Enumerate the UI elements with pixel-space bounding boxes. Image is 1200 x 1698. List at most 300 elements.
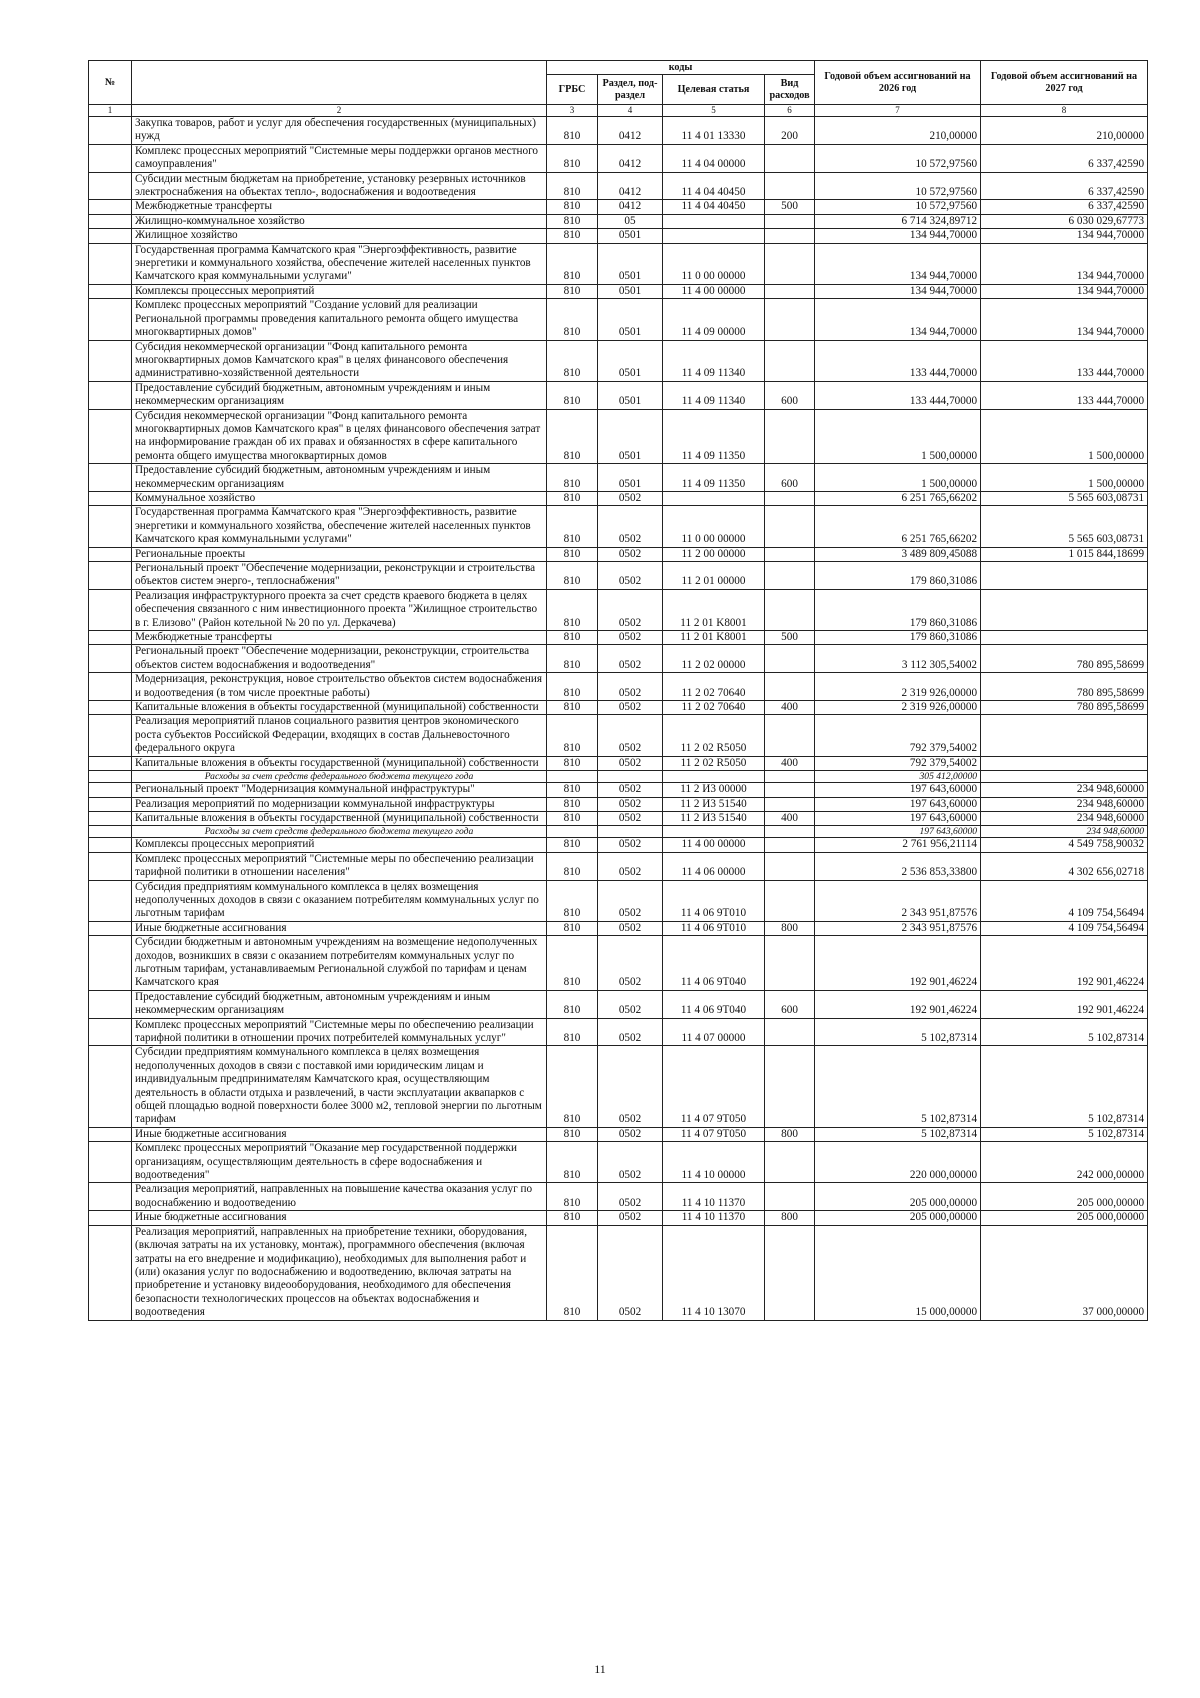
- cell-num: [89, 756, 132, 770]
- cell-name: Комплекс процессных мероприятий "Системные меры поддержки органов местного самоуправления": [132, 144, 547, 172]
- table-row: [89, 715, 1148, 756]
- cell-expense-kind: 200: [765, 117, 815, 145]
- cell-target-article: 11 4 09 11350: [663, 409, 765, 464]
- cell-expense-kind: [765, 838, 815, 852]
- cell-target-article: 11 2 И3 00000: [663, 783, 765, 797]
- cell-amount-2027: 780 895,58699: [981, 673, 1148, 701]
- cell-amount-2027: 780 895,58699: [981, 645, 1148, 673]
- cell-amount-2026: 15 000,00000: [815, 1225, 981, 1320]
- cell-target-article: 11 4 04 40450: [663, 200, 765, 214]
- cell-amount-2027: 4 302 656,02718: [981, 852, 1148, 880]
- cell-grbs: 810: [547, 117, 598, 145]
- cell-num: [89, 1225, 132, 1320]
- cell-expense-kind: [765, 144, 815, 172]
- cell-name: Капитальные вложения в объекты государственной (муниципальной) собственности: [132, 701, 547, 715]
- cell-amount-2026: 3 489 809,45088: [815, 547, 981, 561]
- cell-section: 0502: [598, 811, 663, 825]
- cell-num: [89, 783, 132, 797]
- cell-section: [598, 826, 663, 838]
- cell-amount-2026: 134 944,70000: [815, 299, 981, 340]
- cell-num: [89, 506, 132, 547]
- cell-target-article: 11 0 00 00000: [663, 506, 765, 547]
- cell-target-article: 11 2 00 00000: [663, 547, 765, 561]
- cell-amount-2027: 6 030 029,67773: [981, 214, 1148, 228]
- cell-target-article: [663, 771, 765, 783]
- cell-section: 0501: [598, 464, 663, 492]
- table-row: [89, 117, 1148, 145]
- cell-name: Закупка товаров, работ и услуг для обеспечения государственных (муниципальных) нужд: [132, 117, 547, 145]
- cell-amount-2026: 179 860,31086: [815, 589, 981, 630]
- table-row: [89, 409, 1148, 464]
- cell-amount-2026: 10 572,97560: [815, 144, 981, 172]
- cell-amount-2027: 234 948,60000: [981, 826, 1148, 838]
- table-row: [89, 340, 1148, 381]
- cell-amount-2026: 5 102,87314: [815, 1018, 981, 1046]
- cell-amount-2026: 6 714 324,89712: [815, 214, 981, 228]
- cell-section: 0502: [598, 631, 663, 645]
- table-row: [89, 299, 1148, 340]
- cell-amount-2026: 10 572,97560: [815, 172, 981, 200]
- cell-target-article: 11 2 И3 51540: [663, 797, 765, 811]
- cell-grbs: 810: [547, 852, 598, 880]
- cell-amount-2027: [981, 562, 1148, 590]
- column-number: 2: [132, 105, 547, 117]
- cell-num: [89, 229, 132, 243]
- cell-amount-2027: 210,00000: [981, 117, 1148, 145]
- cell-grbs: 810: [547, 936, 598, 991]
- cell-name: Реализация мероприятий планов социального развития центров экономического роста субъектов Российской Федерации, входящих в состав Дальневосточного федерального округа: [132, 715, 547, 756]
- cell-amount-2026: 6 251 765,66202: [815, 506, 981, 547]
- cell-grbs: 810: [547, 284, 598, 298]
- cell-amount-2026: 792 379,54002: [815, 756, 981, 770]
- cell-target-article: [663, 491, 765, 505]
- cell-name: Реализация инфраструктурного проекта за счет средств краевого бюджета в целях обеспечения связанного с ним инвестиционного проекта "Жилищное строительство в г. Елизово" (Район котельной № 20 по ул. Деркачева): [132, 589, 547, 630]
- table-row: [89, 284, 1148, 298]
- cell-grbs: 810: [547, 1225, 598, 1320]
- cell-section: 0502: [598, 1142, 663, 1183]
- cell-section: 0502: [598, 589, 663, 630]
- cell-target-article: 11 0 00 00000: [663, 243, 765, 284]
- cell-amount-2026: 2 761 956,21114: [815, 838, 981, 852]
- cell-expense-kind: [765, 547, 815, 561]
- cell-num: [89, 1046, 132, 1127]
- cell-target-article: 11 4 06 9Т010: [663, 880, 765, 921]
- cell-amount-2026: 179 860,31086: [815, 631, 981, 645]
- cell-target-article: 11 2 И3 51540: [663, 811, 765, 825]
- table-row: [89, 797, 1148, 811]
- cell-name: Субсидии бюджетным и автономным учреждениям на возмещение недополученных доходов, возникших в связи с оказанием потребителям коммунальных услуг по льготным тарифам, устанавливаемым Региональной службой по тарифам и ценам Камчатского края: [132, 936, 547, 991]
- cell-name: Реализация мероприятий, направленных на повышение качества оказания услуг по водоснабжению и водоотведению: [132, 1183, 547, 1211]
- cell-amount-2027: 234 948,60000: [981, 783, 1148, 797]
- cell-amount-2027: 133 444,70000: [981, 340, 1148, 381]
- cell-name: Субсидии предприятиям коммунального комплекса в целях возмещения недополученных доходов в связи с поставкой ими юридическим лицам и индивидуальным предпринимателям Камчатского края, осуществляющим деятельность в области отдыха и развлечений, в части эксплуатации аквапарков с общей площадью водной поверхности более 3000 м2, тепловой энергии по льготным тарифам: [132, 1046, 547, 1127]
- table-row: [89, 921, 1148, 935]
- cell-num: [89, 771, 132, 783]
- cell-name: Комплекс процессных мероприятий "Системные меры по обеспечению реализации тарифной политики в отношении населения": [132, 852, 547, 880]
- cell-target-article: 11 4 00 00000: [663, 284, 765, 298]
- cell-expense-kind: [765, 826, 815, 838]
- cell-num: [89, 562, 132, 590]
- cell-section: 0412: [598, 117, 663, 145]
- cell-amount-2026: 197 643,60000: [815, 826, 981, 838]
- cell-name: Расходы за счет средств федерального бюджета текущего года: [132, 771, 547, 783]
- cell-name: Предоставление субсидий бюджетным, автономным учреждениям и иным некоммерческим организациям: [132, 381, 547, 409]
- cell-num: [89, 214, 132, 228]
- cell-grbs: 810: [547, 811, 598, 825]
- cell-expense-kind: [765, 771, 815, 783]
- cell-grbs: 810: [547, 229, 598, 243]
- cell-expense-kind: [765, 1225, 815, 1320]
- table-note-row: [89, 771, 1148, 783]
- cell-num: [89, 990, 132, 1018]
- cell-amount-2027: [981, 715, 1148, 756]
- cell-amount-2027: 134 944,70000: [981, 243, 1148, 284]
- cell-name: Предоставление субсидий бюджетным, автономным учреждениям и иным некоммерческим организациям: [132, 990, 547, 1018]
- cell-amount-2026: 5 102,87314: [815, 1046, 981, 1127]
- cell-expense-kind: 400: [765, 701, 815, 715]
- table-row: [89, 701, 1148, 715]
- cell-grbs: 810: [547, 797, 598, 811]
- cell-amount-2027: [981, 631, 1148, 645]
- cell-section: 0502: [598, 921, 663, 935]
- cell-amount-2026: 197 643,60000: [815, 797, 981, 811]
- cell-target-article: 11 4 09 11340: [663, 381, 765, 409]
- cell-target-article: [663, 214, 765, 228]
- cell-num: [89, 1018, 132, 1046]
- cell-grbs: 810: [547, 299, 598, 340]
- cell-amount-2027: 234 948,60000: [981, 811, 1148, 825]
- cell-expense-kind: [765, 506, 815, 547]
- cell-name: Региональный проект "Обеспечение модернизации, реконструкции, строительства объектов систем водоснабжения и водоотведения": [132, 645, 547, 673]
- cell-grbs: 810: [547, 589, 598, 630]
- cell-amount-2027: 134 944,70000: [981, 299, 1148, 340]
- cell-amount-2027: 5 102,87314: [981, 1127, 1148, 1141]
- cell-name: Иные бюджетные ассигнования: [132, 921, 547, 935]
- page-number: 11: [594, 1662, 606, 1676]
- cell-name: Субсидия некоммерческой организации "Фонд капитального ремонта многоквартирных домов Камчатского края" в целях финансового обеспечения затрат на информирование граждан об их правах и обязанностях в сфере капитального ремонта общего имущества многоквартирных домов: [132, 409, 547, 464]
- cell-expense-kind: 500: [765, 200, 815, 214]
- cell-expense-kind: 600: [765, 464, 815, 492]
- cell-amount-2026: 1 500,00000: [815, 409, 981, 464]
- header-number: №: [89, 61, 132, 105]
- cell-amount-2027: 780 895,58699: [981, 701, 1148, 715]
- cell-expense-kind: [765, 229, 815, 243]
- cell-expense-kind: [765, 852, 815, 880]
- header-year-2026: Годовой объем ассигнований на 2026 год: [815, 61, 981, 105]
- cell-grbs: 810: [547, 921, 598, 935]
- cell-target-article: 11 4 09 11340: [663, 340, 765, 381]
- cell-target-article: 11 4 06 00000: [663, 852, 765, 880]
- cell-target-article: [663, 826, 765, 838]
- cell-amount-2027: 5 565 603,08731: [981, 506, 1148, 547]
- header-section: Раздел, под-раздел: [598, 75, 663, 105]
- cell-name: Расходы за счет средств федерального бюджета текущего года: [132, 826, 547, 838]
- cell-amount-2027: 5 102,87314: [981, 1046, 1148, 1127]
- cell-section: 0502: [598, 547, 663, 561]
- cell-expense-kind: 500: [765, 631, 815, 645]
- cell-grbs: [547, 826, 598, 838]
- cell-grbs: 810: [547, 1018, 598, 1046]
- cell-num: [89, 797, 132, 811]
- cell-amount-2026: 1 500,00000: [815, 464, 981, 492]
- cell-target-article: 11 4 09 11350: [663, 464, 765, 492]
- cell-num: [89, 243, 132, 284]
- cell-expense-kind: 800: [765, 1127, 815, 1141]
- cell-amount-2026: 2 343 951,87576: [815, 880, 981, 921]
- cell-grbs: 810: [547, 783, 598, 797]
- cell-name: Комплексы процессных мероприятий: [132, 838, 547, 852]
- table-row: [89, 491, 1148, 505]
- cell-num: [89, 589, 132, 630]
- column-number: 6: [765, 105, 815, 117]
- header-name: [132, 61, 547, 105]
- cell-name: Реализация мероприятий по модернизации коммунальной инфраструктуры: [132, 797, 547, 811]
- cell-grbs: 810: [547, 506, 598, 547]
- cell-amount-2027: [981, 589, 1148, 630]
- column-number: 4: [598, 105, 663, 117]
- table-row: [89, 214, 1148, 228]
- table-row: [89, 464, 1148, 492]
- cell-num: [89, 172, 132, 200]
- cell-grbs: 810: [547, 491, 598, 505]
- cell-expense-kind: 800: [765, 921, 815, 935]
- cell-num: [89, 852, 132, 880]
- cell-section: 0502: [598, 1225, 663, 1320]
- cell-amount-2026: 197 643,60000: [815, 783, 981, 797]
- cell-num: [89, 1183, 132, 1211]
- header-year-2027: Годовой объем ассигнований на 2027 год: [981, 61, 1148, 105]
- cell-section: 0502: [598, 990, 663, 1018]
- cell-grbs: 810: [547, 1127, 598, 1141]
- column-number: 8: [981, 105, 1148, 117]
- cell-grbs: 810: [547, 340, 598, 381]
- cell-amount-2026: 197 643,60000: [815, 811, 981, 825]
- table-row: [89, 1127, 1148, 1141]
- cell-section: 0502: [598, 1046, 663, 1127]
- cell-expense-kind: [765, 172, 815, 200]
- cell-section: 0501: [598, 409, 663, 464]
- cell-amount-2027: 134 944,70000: [981, 284, 1148, 298]
- cell-grbs: 810: [547, 880, 598, 921]
- cell-expense-kind: 400: [765, 811, 815, 825]
- cell-section: 0502: [598, 852, 663, 880]
- cell-expense-kind: [765, 783, 815, 797]
- cell-amount-2026: 205 000,00000: [815, 1183, 981, 1211]
- cell-target-article: 11 4 10 11370: [663, 1183, 765, 1211]
- cell-name: Модернизация, реконструкция, новое строительство объектов систем водоснабжения и водоотведения (в том числе проектные работы): [132, 673, 547, 701]
- cell-section: 0412: [598, 144, 663, 172]
- cell-section: 0502: [598, 715, 663, 756]
- cell-num: [89, 921, 132, 935]
- column-number: 5: [663, 105, 765, 117]
- cell-amount-2026: 205 000,00000: [815, 1211, 981, 1225]
- cell-section: 0412: [598, 172, 663, 200]
- cell-name: Государственная программа Камчатского края "Энергоэффективность, развитие энергетики и коммунального хозяйства, обеспечение жителей населенных пунктов Камчатского края коммунальными услугами": [132, 506, 547, 547]
- table-body: [89, 117, 1148, 1321]
- cell-section: 0501: [598, 381, 663, 409]
- table-row: [89, 1142, 1148, 1183]
- cell-num: [89, 1211, 132, 1225]
- table-row: [89, 243, 1148, 284]
- table-row: [89, 172, 1148, 200]
- table-row: [89, 852, 1148, 880]
- cell-name: Реализация мероприятий, направленных на приобретение техники, оборудования, (включая затраты на их установку, монтаж), программного обеспечения (включая затраты на его внедрение и модификацию), необходимых для выполнения работ и (или) оказания услуг по водоснабжению и водоотведению, включая затраты на приобретение и установку видеооборудования, необходимого для обеспечения безопасности технологических процессов на объектах водоснабжения и водоотведения: [132, 1225, 547, 1320]
- cell-name: Субсидия предприятиям коммунального комплекса в целях возмещения недополученных доходов в связи с оказанием потребителям коммунальных услуг по льготным тарифам: [132, 880, 547, 921]
- header-codes: коды: [547, 61, 815, 75]
- cell-num: [89, 409, 132, 464]
- cell-section: 0412: [598, 200, 663, 214]
- cell-num: [89, 200, 132, 214]
- cell-amount-2027: 234 948,60000: [981, 797, 1148, 811]
- cell-grbs: 810: [547, 243, 598, 284]
- table-row: [89, 1211, 1148, 1225]
- cell-amount-2026: 134 944,70000: [815, 229, 981, 243]
- cell-grbs: 810: [547, 990, 598, 1018]
- cell-amount-2026: 192 901,46224: [815, 936, 981, 991]
- cell-num: [89, 811, 132, 825]
- budget-table: [88, 60, 1148, 1321]
- table-row: [89, 673, 1148, 701]
- column-number: 1: [89, 105, 132, 117]
- cell-expense-kind: [765, 1046, 815, 1127]
- cell-name: Жилищное хозяйство: [132, 229, 547, 243]
- cell-amount-2027: 5 102,87314: [981, 1018, 1148, 1046]
- table-row: [89, 936, 1148, 991]
- cell-expense-kind: [765, 936, 815, 991]
- cell-expense-kind: [765, 409, 815, 464]
- header-grbs: ГРБС: [547, 75, 598, 105]
- cell-target-article: 11 4 10 00000: [663, 1142, 765, 1183]
- cell-amount-2026: 305 412,00000: [815, 771, 981, 783]
- cell-amount-2026: 192 901,46224: [815, 990, 981, 1018]
- table-row: [89, 1183, 1148, 1211]
- cell-num: [89, 715, 132, 756]
- cell-amount-2026: 2 319 926,00000: [815, 673, 981, 701]
- cell-num: [89, 880, 132, 921]
- cell-amount-2027: 1 500,00000: [981, 409, 1148, 464]
- cell-target-article: 11 4 09 00000: [663, 299, 765, 340]
- cell-section: 0502: [598, 783, 663, 797]
- cell-target-article: 11 2 01 K8001: [663, 589, 765, 630]
- cell-section: 0502: [598, 1211, 663, 1225]
- cell-grbs: 810: [547, 1183, 598, 1211]
- cell-name: Субсидии местным бюджетам на приобретение, установку резервных источников электроснабжения на объектах тепло-, водоснабжения и водоотведения: [132, 172, 547, 200]
- cell-target-article: 11 4 04 40450: [663, 172, 765, 200]
- cell-amount-2027: 6 337,42590: [981, 172, 1148, 200]
- table-row: [89, 589, 1148, 630]
- table-row: [89, 631, 1148, 645]
- cell-grbs: 810: [547, 631, 598, 645]
- cell-name: Комплекс процессных мероприятий "Системные меры по обеспечению реализации тарифной политики в отношении прочих потребителей коммунальных услуг": [132, 1018, 547, 1046]
- cell-amount-2027: 192 901,46224: [981, 990, 1148, 1018]
- cell-num: [89, 826, 132, 838]
- cell-name: Капитальные вложения в объекты государственной (муниципальной) собственности: [132, 756, 547, 770]
- cell-target-article: 11 4 06 9Т040: [663, 936, 765, 991]
- table-row: [89, 880, 1148, 921]
- cell-section: 0502: [598, 1183, 663, 1211]
- cell-name: Государственная программа Камчатского края "Энергоэффективность, развитие энергетики и коммунального хозяйства, обеспечение жителей населенных пунктов Камчатского края коммунальными услугами": [132, 243, 547, 284]
- cell-num: [89, 547, 132, 561]
- cell-section: 0502: [598, 880, 663, 921]
- table-row: [89, 990, 1148, 1018]
- cell-amount-2027: 242 000,00000: [981, 1142, 1148, 1183]
- cell-grbs: 810: [547, 409, 598, 464]
- cell-target-article: 11 4 01 13330: [663, 117, 765, 145]
- cell-target-article: 11 4 04 00000: [663, 144, 765, 172]
- cell-grbs: 810: [547, 547, 598, 561]
- cell-amount-2026: 5 102,87314: [815, 1127, 981, 1141]
- cell-section: 0502: [598, 1127, 663, 1141]
- cell-section: 0501: [598, 284, 663, 298]
- table-row: [89, 645, 1148, 673]
- cell-expense-kind: [765, 589, 815, 630]
- cell-target-article: 11 4 07 9Т050: [663, 1127, 765, 1141]
- table-row: [89, 506, 1148, 547]
- cell-grbs: 810: [547, 144, 598, 172]
- cell-section: 0501: [598, 243, 663, 284]
- cell-name: Жилищно-коммунальное хозяйство: [132, 214, 547, 228]
- cell-expense-kind: [765, 284, 815, 298]
- cell-amount-2027: 4 109 754,56494: [981, 880, 1148, 921]
- table-header: [89, 61, 1148, 117]
- cell-num: [89, 838, 132, 852]
- cell-expense-kind: 400: [765, 756, 815, 770]
- cell-section: 0501: [598, 340, 663, 381]
- cell-amount-2027: 205 000,00000: [981, 1183, 1148, 1211]
- cell-amount-2026: 10 572,97560: [815, 200, 981, 214]
- table-row: [89, 562, 1148, 590]
- cell-section: 05: [598, 214, 663, 228]
- cell-expense-kind: [765, 880, 815, 921]
- cell-amount-2026: 3 112 305,54002: [815, 645, 981, 673]
- cell-name: Региональный проект "Модернизация коммунальной инфраструктуры": [132, 783, 547, 797]
- cell-amount-2027: 5 565 603,08731: [981, 491, 1148, 505]
- cell-expense-kind: [765, 243, 815, 284]
- cell-num: [89, 631, 132, 645]
- cell-expense-kind: [765, 797, 815, 811]
- cell-num: [89, 701, 132, 715]
- cell-section: 0502: [598, 936, 663, 991]
- table-row: [89, 144, 1148, 172]
- cell-target-article: 11 4 10 13070: [663, 1225, 765, 1320]
- table-row: [89, 1225, 1148, 1320]
- cell-amount-2027: 6 337,42590: [981, 144, 1148, 172]
- table-row: [89, 811, 1148, 825]
- cell-grbs: 810: [547, 715, 598, 756]
- cell-num: [89, 144, 132, 172]
- cell-amount-2027: 37 000,00000: [981, 1225, 1148, 1320]
- cell-expense-kind: [765, 299, 815, 340]
- cell-amount-2026: 6 251 765,66202: [815, 491, 981, 505]
- header-expense-kind: Вид расходов: [765, 75, 815, 105]
- cell-grbs: 810: [547, 172, 598, 200]
- cell-num: [89, 673, 132, 701]
- table-row: [89, 229, 1148, 243]
- cell-name: Иные бюджетные ассигнования: [132, 1211, 547, 1225]
- cell-target-article: 11 4 07 00000: [663, 1018, 765, 1046]
- cell-amount-2027: 6 337,42590: [981, 200, 1148, 214]
- cell-grbs: [547, 771, 598, 783]
- column-numbers-row: [89, 105, 1148, 117]
- cell-grbs: 810: [547, 645, 598, 673]
- cell-expense-kind: [765, 491, 815, 505]
- cell-expense-kind: [765, 645, 815, 673]
- table-row: [89, 547, 1148, 561]
- cell-grbs: 810: [547, 1046, 598, 1127]
- cell-expense-kind: [765, 715, 815, 756]
- cell-name: Коммунальное хозяйство: [132, 491, 547, 505]
- cell-section: 0502: [598, 701, 663, 715]
